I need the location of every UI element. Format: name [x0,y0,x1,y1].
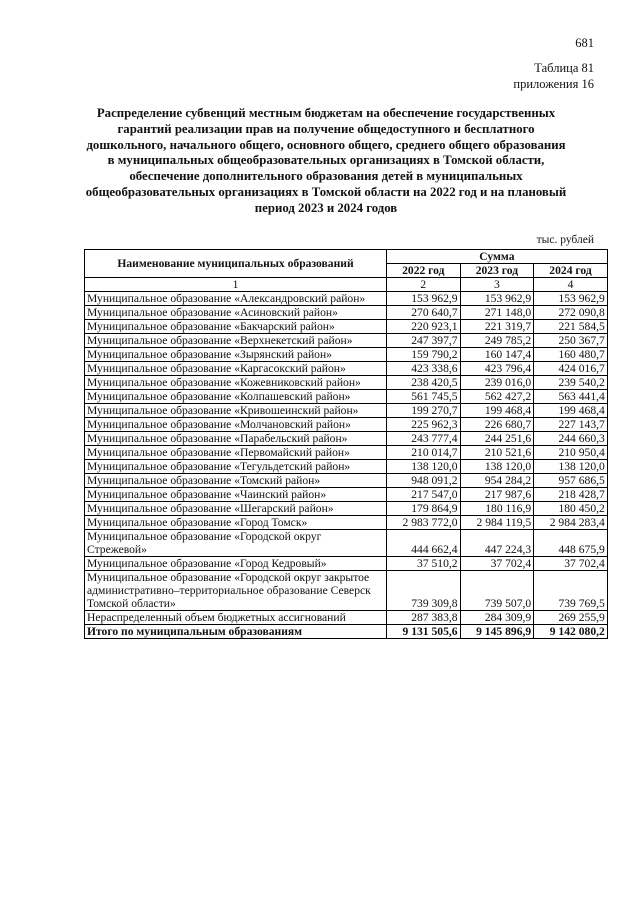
municipality-name: Муниципальное образование «Городской округ закрытое административно–территориальное образование Северск Томской области» [85,571,387,611]
column-number: 3 [460,278,534,292]
amount-2022: 199 270,7 [387,404,461,418]
municipality-name: Муниципальное образование «Асиновский район» [85,306,387,320]
amount-2024: 37 702,4 [534,557,608,571]
amount-2023: 37 702,4 [460,557,534,571]
amount-2024: 269 255,9 [534,611,608,625]
amount-2023: 447 224,3 [460,530,534,557]
table-row [85,571,608,611]
amount-2022: 153 962,9 [387,292,461,306]
table-reference [513,60,594,92]
subsidy-table [84,249,608,639]
document-title: Распределение субвенций местным бюджетам на обеспечение государственных гарантий реализации прав на получение общедоступного и бесплатного дошкольного, начального общего, основного общего, среднего общего образования в муниципальных общеобразовательных организациях в Томской области, обеспечение дополнительного образования детей в муниципальных общеобразовательных организациях в Томской области на 2022 год и на плановый период 2023 и 2024 годов [85,106,567,215]
amount-2023: 221 319,7 [460,320,534,334]
municipality-name: Муниципальное образование «Тегульдетский район» [85,460,387,474]
unit-label: тыс. рублей [536,234,594,246]
municipality-name: Муниципальное образование «Зырянский район» [85,348,387,362]
header-name: Наименование муниципальных образований [85,250,387,278]
amount-2023: 199 468,4 [460,404,534,418]
amount-2024: 563 441,4 [534,390,608,404]
amount-2023: 9 145 896,9 [460,625,534,639]
table-row [85,334,608,348]
municipality-name: Муниципальное образование «Верхнекетский район» [85,334,387,348]
municipality-name: Муниципальное образование «Чаинский район» [85,488,387,502]
table-row [85,488,608,502]
amount-2022: 9 131 505,6 [387,625,461,639]
amount-2022: 238 420,5 [387,376,461,390]
municipality-name: Муниципальное образование «Парабельский район» [85,432,387,446]
amount-2022: 444 662,4 [387,530,461,557]
amount-2023: 249 785,2 [460,334,534,348]
table-row [85,432,608,446]
table-reference-line-1: Таблица 81 [534,61,594,75]
amount-2022: 270 640,7 [387,306,461,320]
table-row [85,516,608,530]
page-number: 681 [575,36,594,50]
amount-2022: 210 014,7 [387,446,461,460]
table-row [85,474,608,488]
amount-2023: 160 147,4 [460,348,534,362]
amount-2022: 948 091,2 [387,474,461,488]
municipality-name: Муниципальное образование «Городской округ Стрежевой» [85,530,387,557]
table-row [85,530,608,557]
amount-2022: 247 397,7 [387,334,461,348]
amount-2023: 284 309,9 [460,611,534,625]
amount-2023: 153 962,9 [460,292,534,306]
amount-2023: 226 680,7 [460,418,534,432]
amount-2024: 739 769,5 [534,571,608,611]
municipality-name: Муниципальное образование «Кожевниковский район» [85,376,387,390]
table-row [85,320,608,334]
total-label: Итого по муниципальным образованиям [85,625,387,639]
table-row [85,460,608,474]
table-row [85,348,608,362]
amount-2022: 561 745,5 [387,390,461,404]
amount-2023: 739 507,0 [460,571,534,611]
amount-2023: 954 284,2 [460,474,534,488]
municipality-name: Муниципальное образование «Молчановский район» [85,418,387,432]
header-sum: Сумма [387,250,608,264]
amount-2023: 210 521,6 [460,446,534,460]
column-number: 1 [85,278,387,292]
total-row [85,625,608,639]
amount-2024: 239 540,2 [534,376,608,390]
amount-2022: 287 383,8 [387,611,461,625]
amount-2023: 180 116,9 [460,502,534,516]
amount-2024: 210 950,4 [534,446,608,460]
municipality-name: Муниципальное образование «Город Кедровый» [85,557,387,571]
amount-2024: 180 450,2 [534,502,608,516]
amount-2024: 272 090,8 [534,306,608,320]
column-number: 2 [387,278,461,292]
amount-2022: 243 777,4 [387,432,461,446]
amount-2022: 220 923,1 [387,320,461,334]
amount-2023: 239 016,0 [460,376,534,390]
amount-2024: 227 143,7 [534,418,608,432]
amount-2022: 179 864,9 [387,502,461,516]
amount-2024: 250 367,7 [534,334,608,348]
header-year-2024: 2024 год [534,264,608,278]
header-year-2023: 2023 год [460,264,534,278]
municipality-name: Муниципальное образование «Колпашевский район» [85,390,387,404]
amount-2022: 423 338,6 [387,362,461,376]
amount-2024: 138 120,0 [534,460,608,474]
amount-2024: 9 142 080,2 [534,625,608,639]
amount-2022: 217 547,0 [387,488,461,502]
table-row [85,292,608,306]
amount-2024: 244 660,3 [534,432,608,446]
amount-2024: 957 686,5 [534,474,608,488]
amount-2023: 2 984 119,5 [460,516,534,530]
amount-2022: 739 309,8 [387,571,461,611]
table-row [85,362,608,376]
municipality-name: Муниципальное образование «Каргасокский район» [85,362,387,376]
amount-2022: 2 983 772,0 [387,516,461,530]
table-row [85,390,608,404]
amount-2023: 271 148,0 [460,306,534,320]
municipality-name: Муниципальное образование «Шегарский район» [85,502,387,516]
amount-2024: 448 675,9 [534,530,608,557]
amount-2024: 153 962,9 [534,292,608,306]
amount-2024: 160 480,7 [534,348,608,362]
header-year-2022: 2022 год [387,264,461,278]
amount-2023: 562 427,2 [460,390,534,404]
table-row [85,418,608,432]
table-header [85,250,608,292]
amount-2023: 217 987,6 [460,488,534,502]
municipality-name: Муниципальное образование «Бакчарский район» [85,320,387,334]
amount-2024: 199 468,4 [534,404,608,418]
amount-2022: 159 790,2 [387,348,461,362]
amount-2022: 138 120,0 [387,460,461,474]
table-row [85,306,608,320]
amount-2023: 244 251,6 [460,432,534,446]
amount-2024: 2 984 283,4 [534,516,608,530]
table-row [85,446,608,460]
table-row [85,557,608,571]
amount-2024: 221 584,5 [534,320,608,334]
column-number: 4 [534,278,608,292]
municipality-name: Муниципальное образование «Город Томск» [85,516,387,530]
amount-2023: 423 796,4 [460,362,534,376]
table-row [85,611,608,625]
table-row [85,404,608,418]
municipality-name: Муниципальное образование «Первомайский район» [85,446,387,460]
table-row [85,376,608,390]
amount-2023: 138 120,0 [460,460,534,474]
amount-2024: 424 016,7 [534,362,608,376]
municipality-name: Муниципальное образование «Томский район» [85,474,387,488]
table-reference-line-2: приложения 16 [513,77,594,91]
amount-2022: 225 962,3 [387,418,461,432]
municipality-name: Нераспределенный объем бюджетных ассигнований [85,611,387,625]
municipality-name: Муниципальное образование «Александровский район» [85,292,387,306]
table-body [85,292,608,639]
table-row [85,502,608,516]
municipality-name: Муниципальное образование «Кривошеинский район» [85,404,387,418]
amount-2022: 37 510,2 [387,557,461,571]
amount-2024: 218 428,7 [534,488,608,502]
